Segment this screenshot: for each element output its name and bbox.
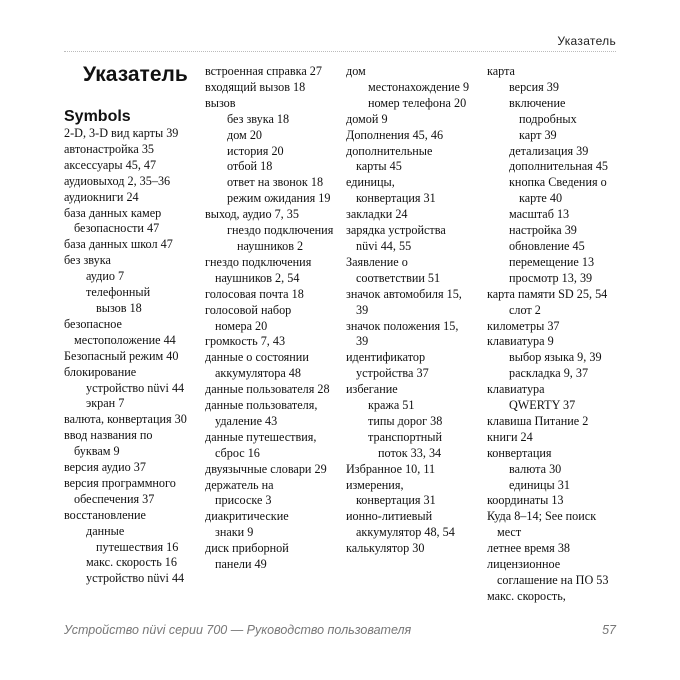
index-entry: версия программного [64,475,176,490]
page-number: 57 [602,623,616,637]
index-entry: аккумулятор 48, 54 [356,525,455,540]
index-entry: местонахождение 9 [368,79,470,94]
index-entry: обеспечения 37 [74,491,155,506]
index-entry: мест [497,525,522,540]
index-entry: знаки 9 [215,525,254,540]
index-entry: карта памяти SD 25, 54 [487,286,608,301]
index-entry: история 20 [227,143,284,158]
index-entry: раскладка 9, 37 [509,366,589,381]
index-entry: конвертация 31 [356,191,436,206]
index-entry: аксессуары 45, 47 [64,157,157,172]
index-entry: 39 [356,302,369,317]
index-entry: база данных школ 47 [64,237,173,252]
index-entry: данные о состоянии [205,350,309,365]
index-entry: буквам 9 [74,444,120,459]
index-entry: аудиокниги 24 [64,189,139,204]
index-entry: версия 39 [509,79,559,94]
index-entry: диакритические [205,509,289,524]
index-entry: экран 7 [86,396,125,411]
index-entry: голосовой набор [205,302,292,317]
index-entry: просмотр 13, 39 [509,270,593,285]
index-entry: выход, аудио 7, 35 [205,207,299,222]
index-entry: удаление 43 [215,413,278,428]
index-entry: летнее время 38 [487,541,571,556]
index-entry: карте 40 [519,191,563,206]
index-entry: калькулятор 30 [346,541,425,556]
index-entry: клавиатура 9 [487,334,554,349]
index-entry: включение [509,95,566,110]
index-entry: идентификатор [346,350,426,365]
section-heading-symbols: Symbols [64,108,131,125]
index-entry: гнездо подключения [227,223,334,238]
index-entry: аккумулятора 48 [215,366,301,381]
index-entry: зарядка устройства [346,223,446,238]
index-entry: закладки 24 [346,207,408,222]
index-entry: устройство nüvi 44 [86,571,185,586]
index-entry: макс. скорость 16 [86,555,177,570]
index-entry: километры 37 [487,318,560,333]
index-entry: Заявление о [346,254,408,269]
index-column-3 [346,64,482,557]
index-entry: устройство nüvi 44 [86,380,185,395]
index-entry: гнездо подключения [205,254,312,269]
index-entry: без звука 18 [227,111,290,126]
index-entry: макс. скорость, [487,588,566,603]
index-entry: дополнительные [346,143,433,158]
index-entry: кража 51 [368,398,415,413]
index-entry: конвертация 31 [356,493,436,508]
index-entry: ионно-литиевый [346,509,433,524]
index-entry: блокирование [64,364,137,379]
index-entry: единицы, [346,175,395,190]
index-entry: соглашение на ПО 53 [497,573,609,587]
index-entries-4 [487,64,623,605]
index-entry: транспортный [368,429,443,444]
index-entry: телефонный [86,285,151,300]
index-entry: номера 20 [215,318,268,333]
index-entry: голосовая почта 18 [205,286,304,301]
index-entry: соответствии 51 [356,270,441,285]
index-entry: данные путешествия, [205,429,317,444]
index-entry: сброс 16 [215,445,260,460]
index-entry: держатель на [205,477,274,492]
index-entry: путешествия 16 [96,539,179,554]
footer-title: Устройство nüvi серии 700 — Руководство пользователя [64,623,412,637]
index-entry: единицы 31 [509,477,570,492]
index-entry: значок положения 15, [346,318,459,333]
index-entry: nüvi 44, 55 [356,238,412,253]
index-entry: дом [346,64,366,78]
index-entry: слот 2 [509,302,541,317]
index-entry: аудио 7 [86,269,125,284]
running-head: Указатель [557,34,616,48]
index-entry: типы дорог 38 [368,413,443,428]
index-entry: наушников 2, 54 [215,270,300,285]
index-entry: версия аудио 37 [64,460,146,475]
index-entry: карты 45 [356,159,402,174]
index-entry: безопасности 47 [74,221,160,236]
index-entry: домой 9 [346,111,388,126]
index-entry: входящий вызов 18 [205,79,306,94]
index-entry: дополнительная 45 [509,159,609,174]
index-entries-2 [205,64,341,573]
index-entry: карта [487,64,515,78]
index-entry: громкость 7, 43 [205,334,286,349]
index-column-2 [205,64,341,573]
index-entry: устройства 37 [356,366,429,381]
index-entry: данные [86,523,125,538]
index-entry: лицензионное [487,557,561,572]
index-entry: отбой 18 [227,159,273,174]
index-entry: двуязычные словари 29 [205,461,327,476]
index-entry: клавиатура [487,382,545,397]
index-entry: настройка 39 [509,223,577,238]
index-entry: избегание [346,382,398,397]
index-entry: книги 24 [487,429,533,444]
index-entry: обновление 45 [509,238,585,253]
index-entry: подробных [519,111,577,126]
index-entry: перемещение 13 [509,254,595,269]
index-entry: диск приборной [205,541,289,556]
index-entry: масштаб 13 [509,207,570,222]
index-entry: кнопка Сведения о [509,175,607,190]
index-entry: 2-D, 3-D вид карты 39 [64,126,179,140]
index-entry: валюта 30 [509,461,562,476]
index-entry: режим ожидания 19 [227,191,331,206]
index-entry: выбор языка 9, 39 [509,350,602,365]
index-column-4 [487,64,623,605]
index-entry: Куда 8–14; See поиск [487,509,597,524]
index-entry: аудиовыход 2, 35–36 [64,173,171,188]
index-entry: база данных камер [64,205,162,220]
index-entry: конвертация [487,445,552,460]
index-entry: вызов [205,95,236,110]
index-entry: поток 33, 34 [378,445,442,460]
index-entry: номер телефона 20 [368,95,467,110]
index-entry: наушников 2 [237,238,304,253]
index-column-1 [64,64,200,587]
index-entry: данные пользователя, [205,398,318,413]
index-entry: местоположение 44 [74,332,176,347]
index-entries-3 [346,64,482,557]
index-entry: клавиша Питание 2 [487,413,589,428]
index-entry: валюта, конвертация 30 [64,412,187,427]
index-entry: ответ на звонок 18 [227,175,324,190]
index-entry: встроенная справка 27 [205,64,322,78]
index-entry: Избранное 10, 11 [346,461,436,476]
index-entry: безопасное [64,316,122,331]
index-entry: восстановление [64,507,146,522]
index-entry: значок автомобиля 15, [346,286,462,301]
index-entry: 39 [356,334,369,349]
index-entry: карт 39 [519,127,557,142]
header-divider [64,51,616,52]
index-entry: присоске 3 [215,493,272,508]
index-entry: без звука [64,253,111,268]
index-entry: ввод названия по [64,428,153,443]
index-entry: дом 20 [227,127,263,142]
index-entry: детализация 39 [509,143,589,158]
index-entry: QWERTY 37 [509,398,576,413]
index-entry: панели 49 [215,557,267,572]
index-entry: вызов 18 [96,300,142,315]
index-entry: координаты 13 [487,493,564,508]
index-entry: автонастройка 35 [64,141,155,156]
page-title: Указатель [83,63,188,86]
index-entry: Безопасный режим 40 [64,348,179,363]
index-entry: данные пользователя 28 [205,382,330,397]
index-entry: Дополнения 45, 46 [346,127,444,142]
index-entries-1 [64,126,200,587]
index-entry: измерения, [346,477,404,492]
